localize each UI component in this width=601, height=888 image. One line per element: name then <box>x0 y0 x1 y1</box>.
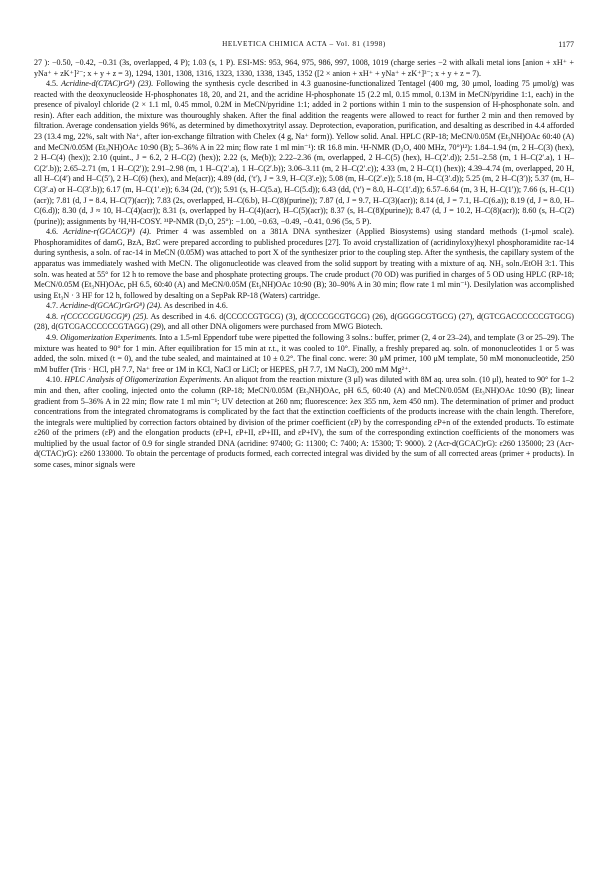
paragraph-text: As described in 4.6. <box>163 301 228 311</box>
section-4-10 <box>34 375 574 470</box>
journal-page <box>34 40 574 471</box>
page-number: 1177 <box>558 40 574 49</box>
section-number: 4.6. <box>46 227 59 237</box>
section-title: HPLC Analysis of Oligomerization Experiments. <box>64 375 222 385</box>
section-4-5 <box>34 79 574 227</box>
paragraph-nmr-continuation <box>34 58 574 79</box>
section-title: r(CCCCCGUGCG)⁸) (25). <box>60 311 149 321</box>
section-title: Acridine-d(GCAC)rGrG⁸) (24). <box>60 301 163 311</box>
paragraph-text: Into a 1.5-ml Eppendorf tube were pipetted the following 3 solns.: buffer, primer (2, 4 or 23–24), and template (3 or 25–29). The mixture was heated to 90° for 1 min. After equilibration for 15 min at r.t., it was cooled to 10°. Finally, a freshly prepared aq. soln. of mononucleotides 1 or 5 was added, the soln. mixed (t = 0), and the tube sealed, and maintained at 10 ± 0.2°. The final conc. were: 30 μM primer, 100 μM template, 50 mM mononucleotide, 250 mM buffer (Tris · HCl, pH 7.7, Na⁺ free or 1M in KCl, NaCl or LiCl; or HEPES, pH 7.7, 1M NaCl), 200 mM Mg²⁺. <box>34 333 575 374</box>
section-number: 4.7. <box>46 301 59 311</box>
section-title: Acridine-r(GCACG)⁸) (4). <box>63 227 152 237</box>
running-header <box>34 40 574 54</box>
paragraph-text: 27 ): −0.50, −0.42, −0.31 (3s, overlapped, 4 P); 1.03 (s, 1 P). ESI-MS: 953, 964, 975, 986, 997, 1008, 1019 (charge series −2 with alkali metal ions [anion + xH⁺ + yNa⁺ + zK⁺]²⁻; x + y + z = 3), 1294, 1301, 1308, 1316, 1323, 1330, 1338, 1345, 1352 ([2 × anion + xH⁺ + yNa⁺ + zK⁺]³⁻; x + y + z = 7). <box>34 58 574 78</box>
journal-title: HELVETICA CHIMICA ACTA – Vol. 81 (1998) <box>222 40 386 48</box>
section-number: 4.9. <box>46 333 59 343</box>
paragraph-text: Following the synthesis cycle described in 4.3 guanosine-functionalized Tentagel (400 mg, 30 μmol, loading 75 μmol/g) was reacted with the deoxynucleoside H-phosphonates 18, 20, and 21, and the acridine H-phosphonate 15 (2.2 ml, 0.15 mmol, 0.13M in MeCN/pyridine 1:1, each) in the presence of pivaloyl chloride (2 × 1.1 ml, 0.45 mmol, 0.2M in MeCN/pyridine 1:1; added in 2 portions within 1 min to the suspension of H-phosphonate soln. and resin). After each addition, the mixture was thouroughly shaken. After the final addition the reagents were allowed to react for further 2 min and then removed by filtration. Average condensation yields 96%, as determined by dimethoxytrityl assay. Deprotection, evaporation, purification, and desalting as described in 4.4 afforded 23 (13.4 mg, 22%, salt with Na⁺, after ion-exchange filtration with Chelex (4 g, Na⁺ form)). Yellow solid. Anal. HPLC (RP-18; MeCN/0.05M (Et₃NH)OAc 60:40 (A) and MeCN/0.05M (Et₃NH)OAc 10:90 (B); 5–36% A in 22 min; flow rate 1 ml min⁻¹): tR 16.8 min. ¹H-NMR (D₂O, 400 MHz, 70°)¹²): 1.84–1.94 (m, 2 H–C(3) (hex), 2 H–C(4) (hex)); 2.10 (quint., J = 6.2, 2 H–C(2) (hex)); 2.22 (s, Me(b)); 2.22–2.36 (m, overlapped, 2 H–C(5) (hex), H–C(2′.d)); 2.51–2.58 (m, 1 H–C(2′.a), 1 H–C(2′.b)); 2.65–2.71 (m, 1 H–C(2′)); 2.91–2.98 (m, 1 H–C(2′.a), 1 H–C(2′.b)); 3.06–3.11 (m, 2 H–C(2′.c)); 4.33 (m, 2 H–C(1) (hex)); 4.39–4.74 (m, overlapped, 20 H, all H–C(4′) and H–C(5′), 2 H–C(6) (hex), and Me(acr)); 4.89 (dd, (′t′), J = 3.9, H–C(3′.e)); 5.08 (m, H–C(2′.e)); 5.18 (m, H–C(3′.d)); 5.25 (m, 2 H–C(3′)); 5.37 (m, H–C(3′.a) or H–C(3′.b)); 6.17 (m, H–C(1′.e)); 6.34 (2d, (′t′)); 5.91 (s, H–C(5.a), H–C(5.d)); 6.43 (dd, (′t′) = 8.0, H–C(1′.d)); 6.57–6.64 (m, 3 H, H–C(1′)); 7.66 (s, H–C(1)(acr)); 7.81 (d, J = 8.4, H–C(7)(acr)); 7.83 (2s, overlapped, H–C(6.b), H–C(8)(purine)); 7.87 (d, J = 9.7, H–C(3)(acr)); 8.14 (d, J = 7.1, H–C(6.a)); 8.19 (d, J = 8.0, H–C(6.d)); 8.30 (d, J ≈ 10, H–C(4)(acr)); 8.31 (s, overlapped by H–C(4)(acr), H–C(5)(acr)); 8.37 (s, H–C(8)(purine)); 8.47 (d, J = 10.2, H–C(8)(acr)); 8.60 (s, H–C(2)(purine)); assignments by ¹H,¹H-COSY. ³¹P-NMR (D₂O, 25°): −1.00, −0.63, −0.49, −0.41, 0.96 (5s, 5 P). <box>34 79 575 226</box>
section-number: 4.5. <box>46 79 59 89</box>
paragraph-text: An aliquot from the reaction mixture (3 μl) was diluted with 8M aq. urea soln. (10 μl), heated to 90° for 1–2 min and then, after cooling, injected onto the column (RP-18; MeCN/0.05M (Et₃NH)OAc, pH 6.5, 60:40 (A) and MeCN/0.05M (Et₃NH)OAc 10:90 (B); linear gradient from 5–36% A in 22 min; flow rate 1 ml min⁻¹; UV detection at 260 nm; fluorescence: λex 355 nm, λem 450 nm). The determination of primer and product concentrations from the integrated chromatograms is complicated by the fact that the extinction coefficients of the products increase with the chain length. Therefore, the integrals were multiplied by correction factors obtained by division of the primer coefficient (εP) by the corresponding εP+n of the extended products. To estimate ε260 of the primers (εP) and the elongation products (εP+I, εP+II, εP+III, and εP+IV), the sum of the corresponding extinction coefficients of the monomers was multiplied by the usual factor of 0.9 for single stranded DNA (acridine: 97400; G: 11300; C: 7400; A: 15300; T: 9000). 2 (Acr-d(GCAC)rG): ε260 135000; 23 (Acr-d(CTAC)rG): ε260 133000. To obtain the percentage of products formed, each corrected integral was divided by the sum of all corrected areas (primer + products). In some cases, minor signals were <box>34 375 574 469</box>
section-4-6 <box>34 227 574 301</box>
section-title: Acridine-d(CTAC)rG⁸) (23). <box>61 79 154 89</box>
section-4-8 <box>34 312 574 333</box>
section-number: 4.8. <box>46 311 59 321</box>
article-body <box>34 58 574 471</box>
section-4-7 <box>34 301 574 312</box>
section-title: Oligomerization Experiments. <box>60 333 158 343</box>
section-number: 4.10. <box>46 375 63 385</box>
section-4-9 <box>34 333 574 375</box>
paragraph-text: Primer 4 was assembled on a 381A DNA synthesizer (Applied Biosystems) using standard methods (1-μmol scale). Phosphoramidites of damG, BzA, BzC were prepared according to published procedures [27]. To avoid crystallization of (acridinyloxy)hexyl phosphoramidite rac-14 during synthesis, a soln. of rac-14 in MeCN (0.05M) was attached to port X of the synthesizer prior to the coupling step. After the synthesis, the capillary system of the apparatus was immediately washed with MeCN. The oligonucleotide was cleaved from the solid support by treating with a mixture of aq. NH₃ soln./EtOH 3:1. This soln. was heated at 55° for 12 h to remove the base and phosphate protecting groups. The crude product (70 OD) was purified in charges of 5 OD using HPLC (RP-18; MeCN/0.05M (Et₃NH)OAc, pH 6.5, 60:40 (A) and MeCN/0.05M (Et₃NH)OAc 10:90 (B); 30–90% A in 30 min; flow rate 1 ml min⁻¹). Desilylation was accomplished using Et₃N · 3 HF for 12 h, followed by desalting on a SepPak RP-18 (Waters) cartridge. <box>34 227 574 300</box>
paragraph-text: As described in 4.6. d(CCCCCGTGCG) (3), d(CCCCGCGTGCG) (26), d(GGGGCGTGCG) (27), d(GTCGACCCCCCGTGCG) (28), d(GTCGACCCCCCGTAGG) (29), and all other DNA oligomers were purchased from MWG Biotech. <box>34 311 574 332</box>
